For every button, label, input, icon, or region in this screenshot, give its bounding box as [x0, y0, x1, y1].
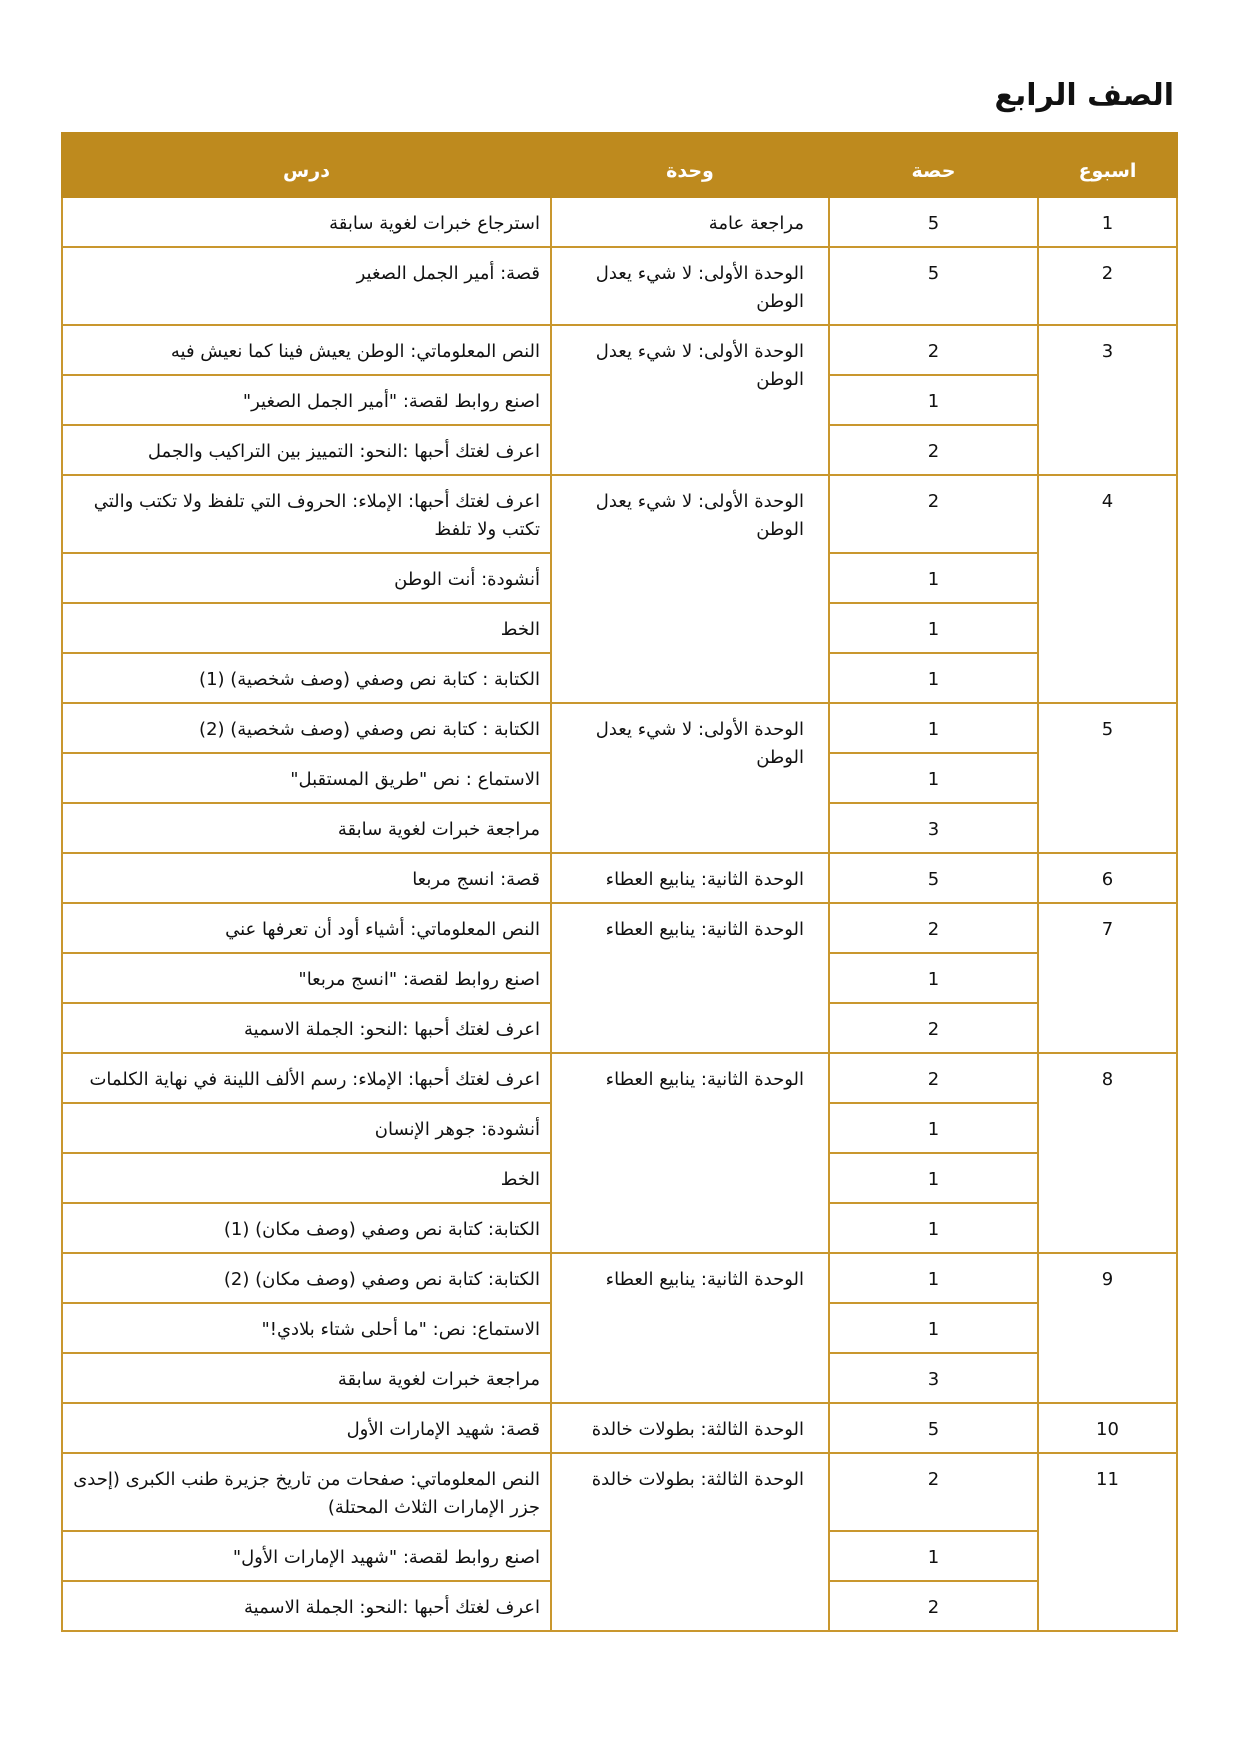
header-lesson: درس — [62, 133, 551, 197]
periods-count: 1 — [829, 1153, 1038, 1203]
lesson-title: الاستماع: نص: "ما أحلى شتاء بلادي!" — [62, 1303, 551, 1353]
unit-name: الوحدة الثالثة: بطولات خالدة — [551, 1453, 829, 1631]
lesson-title: الخط — [62, 603, 551, 653]
lesson-title: مراجعة خبرات لغوية سابقة — [62, 803, 551, 853]
unit-name: مراجعة عامة — [551, 197, 829, 247]
lesson-title: الكتابة : كتابة نص وصفي (وصف شخصية) (2) — [62, 703, 551, 753]
table-row — [62, 703, 1177, 753]
table-row — [62, 325, 1177, 375]
week-number: 10 — [1038, 1403, 1177, 1453]
periods-count: 2 — [829, 1581, 1038, 1631]
week-number: 2 — [1038, 247, 1177, 325]
header-week: اسبوع — [1038, 133, 1177, 197]
week-number: 3 — [1038, 325, 1177, 475]
lesson-title: اعرف لغتك أحبها: الإملاء: الحروف التي تلفظ ولا تكتب والتي تكتب ولا تلفظ — [62, 475, 551, 553]
periods-count: 1 — [829, 703, 1038, 753]
lesson-title: الكتابة: كتابة نص وصفي (وصف مكان) (1) — [62, 1203, 551, 1253]
periods-count: 1 — [829, 1253, 1038, 1303]
periods-count: 2 — [829, 1453, 1038, 1531]
table-row — [62, 475, 1177, 553]
periods-count: 5 — [829, 247, 1038, 325]
table-row — [62, 1053, 1177, 1103]
periods-count: 2 — [829, 475, 1038, 553]
unit-name: الوحدة الأولى: لا شيء يعدل الوطن — [551, 475, 829, 703]
unit-name: الوحدة الأولى: لا شيء يعدل الوطن — [551, 325, 829, 475]
periods-count: 3 — [829, 803, 1038, 853]
periods-count: 5 — [829, 197, 1038, 247]
unit-name: الوحدة الثانية: ينابيع العطاء — [551, 903, 829, 1053]
lesson-title: اعرف لغتك أحبها: الإملاء: رسم الألف اللينة في نهاية الكلمات — [62, 1053, 551, 1103]
periods-count: 3 — [829, 1353, 1038, 1403]
periods-count: 2 — [829, 425, 1038, 475]
table-row — [62, 247, 1177, 325]
table-row — [62, 1403, 1177, 1453]
lesson-title: الكتابة: كتابة نص وصفي (وصف مكان) (2) — [62, 1253, 551, 1303]
lesson-title: الخط — [62, 1153, 551, 1203]
header-periods: حصة — [829, 133, 1038, 197]
lesson-title: اصنع روابط لقصة: "أمير الجمل الصغير" — [62, 375, 551, 425]
unit-name: الوحدة الثانية: ينابيع العطاء — [551, 1053, 829, 1253]
lesson-title: النص المعلوماتي: صفحات من تاريخ جزيرة طنب الكبرى (إحدى جزر الإمارات الثلاث المحتلة) — [62, 1453, 551, 1531]
periods-count: 1 — [829, 603, 1038, 653]
week-number: 7 — [1038, 903, 1177, 1053]
periods-count: 1 — [829, 1303, 1038, 1353]
periods-count: 5 — [829, 1403, 1038, 1453]
lesson-title: مراجعة خبرات لغوية سابقة — [62, 1353, 551, 1403]
week-number: 8 — [1038, 1053, 1177, 1253]
lesson-title: قصة: أمير الجمل الصغير — [62, 247, 551, 325]
lesson-title: أنشودة: جوهر الإنسان — [62, 1103, 551, 1153]
lesson-title: أنشودة: أنت الوطن — [62, 553, 551, 603]
lesson-title: اعرف لغتك أحبها :النحو: التمييز بين التراكيب والجمل — [62, 425, 551, 475]
periods-count: 2 — [829, 325, 1038, 375]
periods-count: 1 — [829, 653, 1038, 703]
lesson-title: اعرف لغتك أحبها :النحو: الجملة الاسمية — [62, 1003, 551, 1053]
lesson-title: قصة: شهيد الإمارات الأول — [62, 1403, 551, 1453]
unit-name: الوحدة الثالثة: بطولات خالدة — [551, 1403, 829, 1453]
lesson-title: النص المعلوماتي: أشياء أود أن تعرفها عني — [62, 903, 551, 953]
week-number: 11 — [1038, 1453, 1177, 1631]
lesson-title: اصنع روابط لقصة: "انسج مربعا" — [62, 953, 551, 1003]
header-unit: وحدة — [551, 133, 829, 197]
periods-count: 1 — [829, 753, 1038, 803]
unit-name: الوحدة الأولى: لا شيء يعدل الوطن — [551, 247, 829, 325]
periods-count: 1 — [829, 375, 1038, 425]
table-row — [62, 903, 1177, 953]
table-row — [62, 1453, 1177, 1531]
week-number: 6 — [1038, 853, 1177, 903]
table-body — [62, 197, 1177, 1631]
lesson-title: اصنع روابط لقصة: "شهيد الإمارات الأول" — [62, 1531, 551, 1581]
periods-count: 1 — [829, 953, 1038, 1003]
unit-name: الوحدة الأولى: لا شيء يعدل الوطن — [551, 703, 829, 853]
table-row — [62, 197, 1177, 247]
periods-count: 1 — [829, 1203, 1038, 1253]
periods-count: 2 — [829, 903, 1038, 953]
curriculum-table — [61, 132, 1178, 1632]
lesson-title: الاستماع : نص "طريق المستقبل" — [62, 753, 551, 803]
unit-name: الوحدة الثانية: ينابيع العطاء — [551, 1253, 829, 1403]
week-number: 1 — [1038, 197, 1177, 247]
table-row — [62, 1253, 1177, 1303]
lesson-title: استرجاع خبرات لغوية سابقة — [62, 197, 551, 247]
periods-count: 5 — [829, 853, 1038, 903]
periods-count: 1 — [829, 1531, 1038, 1581]
page-title: الصف الرابع — [994, 78, 1174, 113]
table-header-row — [62, 133, 1177, 197]
unit-name: الوحدة الثانية: ينابيع العطاء — [551, 853, 829, 903]
week-number: 5 — [1038, 703, 1177, 853]
week-number: 4 — [1038, 475, 1177, 703]
lesson-title: قصة: انسج مربعا — [62, 853, 551, 903]
lesson-title: الكتابة : كتابة نص وصفي (وصف شخصية) (1) — [62, 653, 551, 703]
week-number: 9 — [1038, 1253, 1177, 1403]
periods-count: 2 — [829, 1053, 1038, 1103]
table-row — [62, 853, 1177, 903]
periods-count: 1 — [829, 1103, 1038, 1153]
lesson-title: النص المعلوماتي: الوطن يعيش فينا كما نعيش فيه — [62, 325, 551, 375]
periods-count: 2 — [829, 1003, 1038, 1053]
lesson-title: اعرف لغتك أحبها :النحو: الجملة الاسمية — [62, 1581, 551, 1631]
periods-count: 1 — [829, 553, 1038, 603]
